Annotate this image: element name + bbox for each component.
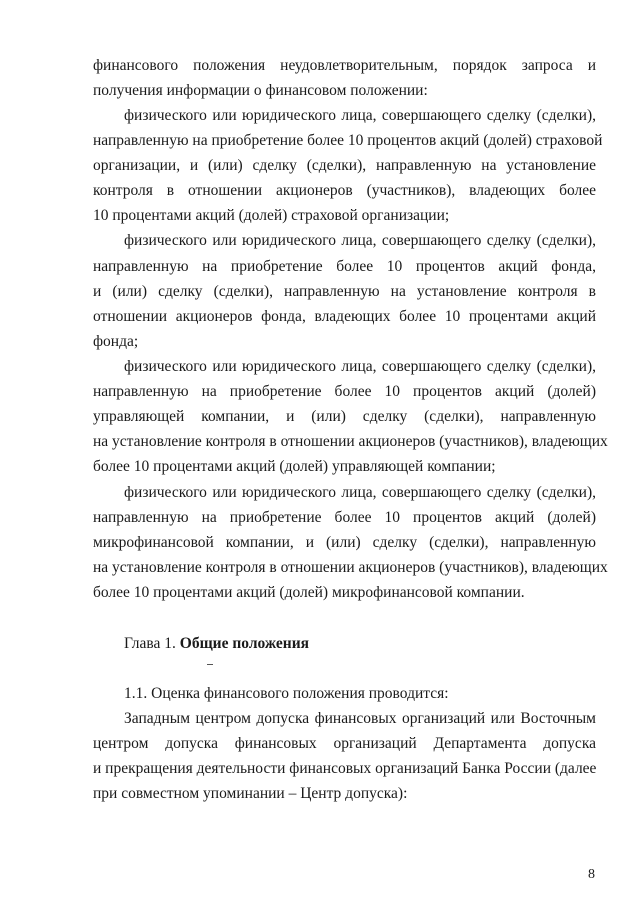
text-line: контроля в отношении акционеров (участников), владеющих более xyxy=(93,182,596,199)
text-line: Западным центром допуска финансовых организаций или Восточным xyxy=(124,710,596,727)
text-line: физического или юридического лица, совершающего сделку (сделки), xyxy=(124,484,596,501)
text-line: микрофинансовой компании, и (или) сделку (сделки), направленную xyxy=(93,534,596,551)
text-line: направленную на приобретение более 10 процентов акций фонда, xyxy=(93,258,596,275)
text-line: организации, и (или) сделку (сделки), направленную на установление xyxy=(93,157,596,174)
text-line: на установление контроля в отношении акционеров (участников), владеющих xyxy=(93,433,608,450)
scan-mark xyxy=(207,664,213,665)
page-number: 8 xyxy=(588,867,595,882)
text-line: и (или) сделку (сделки), направленную на установление контроля в xyxy=(93,283,596,300)
text-line: финансового положения неудовлетворительным, порядок запроса и xyxy=(93,57,596,74)
text-line: на установление контроля в отношении акционеров (участников), владеющих xyxy=(93,559,608,576)
section-heading: 1.1. Оценка финансового положения проводится: xyxy=(124,685,449,702)
text-line: фонда; xyxy=(93,333,139,350)
chapter-heading xyxy=(124,634,309,654)
chapter-prefix: Глава 1. xyxy=(124,635,176,652)
text-line: более 10 процентами акций (долей) управляющей компании; xyxy=(93,458,496,475)
text-line: направленную на приобретение более 10 процентов акций (долей) xyxy=(93,509,596,526)
text-line: физического или юридического лица, совершающего сделку (сделки), xyxy=(124,358,596,375)
text-line: физического или юридического лица, совершающего сделку (сделки), xyxy=(124,232,596,249)
text-line: физического или юридического лица, совершающего сделку (сделки), xyxy=(124,107,596,124)
text-line: получения информации о финансовом положении: xyxy=(93,82,428,99)
text-line: направленную на приобретение более 10 процентов акций (долей) xyxy=(93,383,596,400)
text-line: управляющей компании, и (или) сделку (сделки), направленную xyxy=(93,408,596,425)
text-line: при совместном упоминании – Центр допуска): xyxy=(93,785,408,802)
text-line: отношении акционеров фонда, владеющих более 10 процентами акций xyxy=(93,308,596,325)
chapter-title: Общие положения xyxy=(179,635,310,652)
text-line: направленную на приобретение более 10 процентов акций (долей) страховой xyxy=(93,132,603,149)
text-line: и прекращения деятельности финансовых организаций Банка России (далее xyxy=(93,760,597,777)
text-line: более 10 процентами акций (долей) микрофинансовой компании. xyxy=(93,584,525,601)
text-line: 10 процентами акций (долей) страховой организации; xyxy=(93,207,450,224)
text-line: центром допуска финансовых организаций Департамента допуска xyxy=(93,735,596,752)
